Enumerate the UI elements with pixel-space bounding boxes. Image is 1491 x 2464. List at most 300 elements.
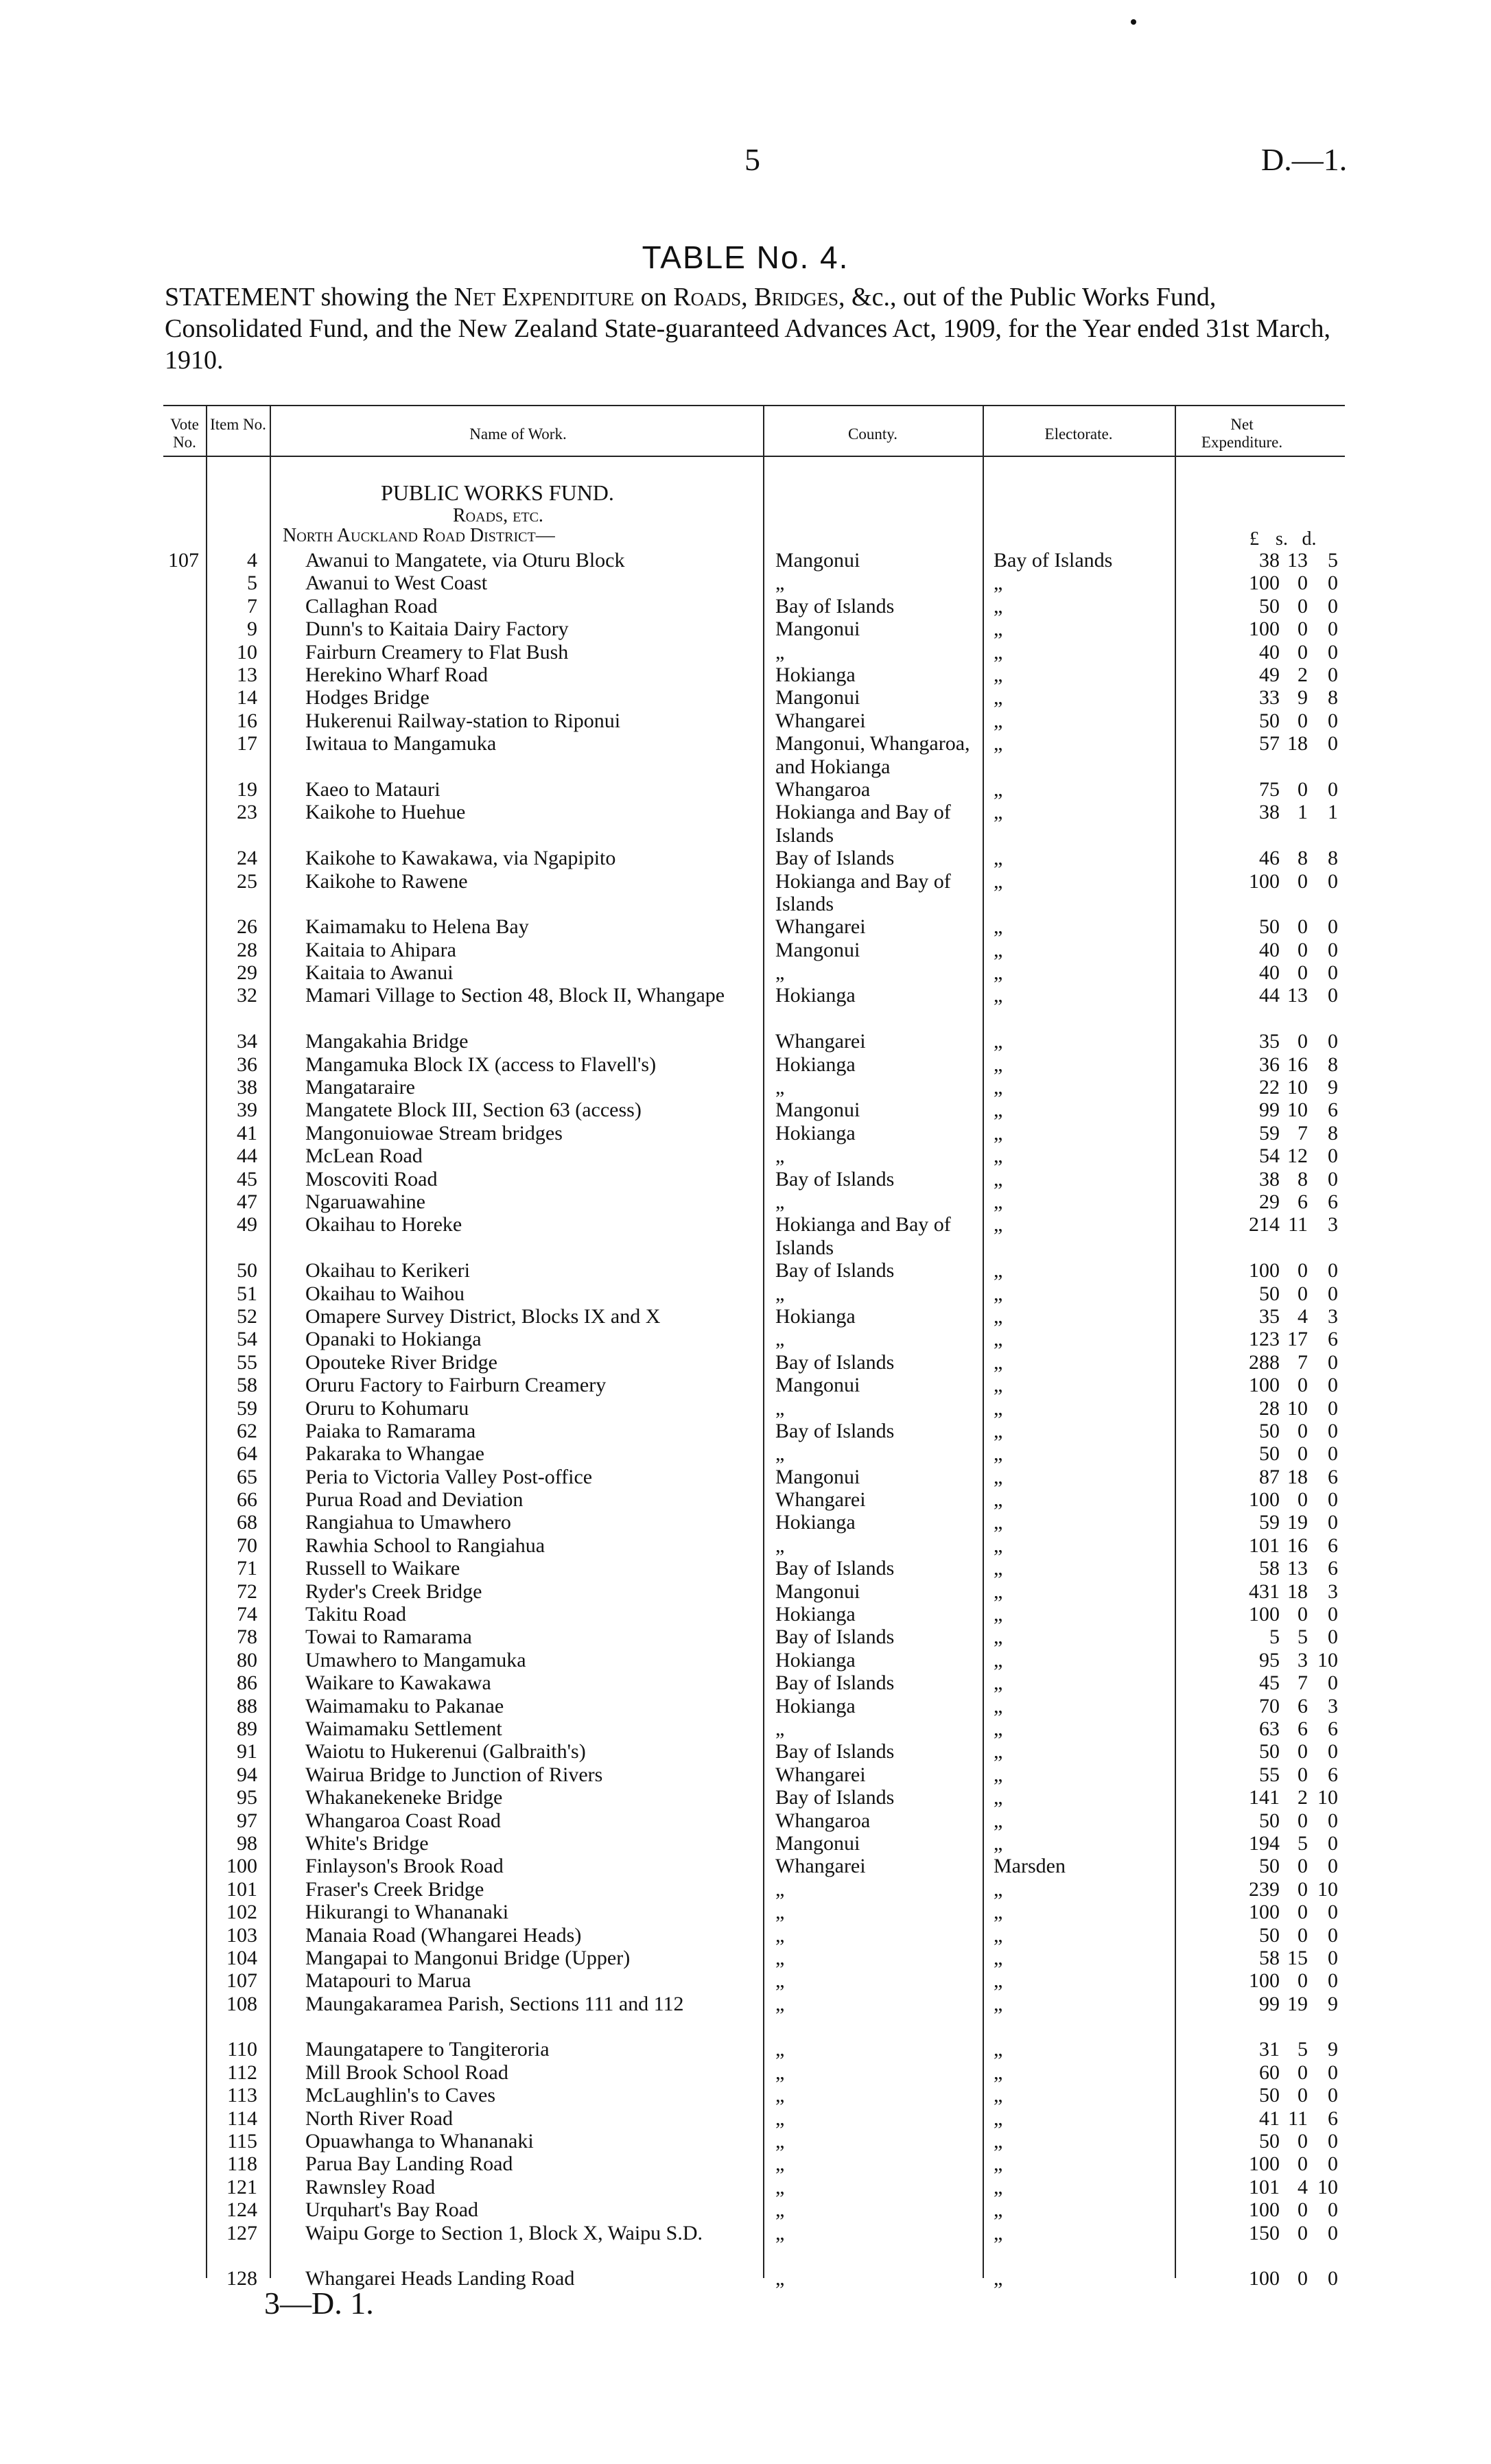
electorate: „ [994, 640, 1003, 664]
column-header-electorate: Electorate. [1044, 425, 1113, 443]
expenditure-shillings: 5 [1298, 1626, 1308, 1649]
item-number: 113 [227, 2084, 257, 2107]
item-number: 127 [226, 2221, 257, 2244]
table-row [0, 664, 1491, 686]
electorate: „ [994, 915, 1003, 939]
table-row [0, 572, 1491, 594]
expenditure-pence: 0 [1328, 1350, 1338, 1374]
work-name: McLaughlin's to Caves [305, 2084, 496, 2107]
item-number: 24 [237, 847, 257, 870]
county: Mangonui [775, 1374, 860, 1397]
table-row [0, 1649, 1491, 1671]
expenditure-shillings: 16 [1287, 1053, 1308, 1076]
electorate: „ [994, 1557, 1003, 1580]
expenditure-pounds: 100 [1249, 1901, 1280, 1924]
county: Hokianga [775, 1648, 856, 1671]
expenditure-pounds: 31 [1259, 2038, 1280, 2061]
item-number: 102 [226, 1901, 257, 1924]
electorate: „ [994, 1213, 1003, 1236]
work-name: Whangaroa Coast Road [305, 1809, 501, 1832]
expenditure-pence: 5 [1328, 549, 1338, 572]
electorate: „ [994, 686, 1003, 709]
item-number: 26 [237, 915, 257, 939]
county: Bay of Islands [775, 847, 895, 870]
electorate: „ [994, 709, 1003, 732]
work-name: Paiaka to Ramarama [305, 1419, 476, 1442]
expenditure-pounds: 50 [1259, 915, 1280, 939]
expenditure-pounds: 100 [1249, 2152, 1280, 2176]
expenditure-pounds: 50 [1259, 1923, 1280, 1947]
item-number: 29 [237, 961, 257, 985]
table-row [0, 1717, 1491, 1740]
electorate: „ [994, 801, 1003, 824]
expenditure-pounds: 58 [1259, 1557, 1280, 1580]
expenditure-pence: 0 [1328, 732, 1338, 755]
pounds-symbol: £ [1249, 528, 1259, 550]
table-row [0, 1466, 1491, 1488]
county: „ [775, 2267, 785, 2290]
item-number: 64 [237, 1442, 257, 1466]
county: „ [775, 2152, 785, 2176]
expenditure-pence: 6 [1328, 1534, 1338, 1557]
expenditure-shillings: 11 [1288, 1213, 1308, 1236]
statement-caption [165, 281, 1359, 376]
expenditure-pence: 9 [1328, 1076, 1338, 1099]
item-number: 16 [237, 709, 257, 732]
electorate: „ [994, 1603, 1003, 1626]
item-number: 7 [247, 594, 257, 618]
work-name: Takitu Road [305, 1603, 407, 1626]
expenditure-pounds: 50 [1259, 594, 1280, 618]
item-number: 51 [237, 1282, 257, 1305]
expenditure-pounds: 40 [1259, 961, 1280, 985]
expenditure-pounds: 87 [1259, 1465, 1280, 1488]
electorate: „ [994, 663, 1003, 686]
expenditure-shillings: 0 [1298, 709, 1308, 732]
expenditure-pence: 0 [1328, 640, 1338, 664]
work-name: Peria to Victoria Valley Post-office [305, 1465, 593, 1488]
expenditure-shillings: 0 [1298, 2061, 1308, 2084]
electorate: „ [994, 1809, 1003, 1832]
printer-mark [1131, 19, 1136, 25]
expenditure-pence: 10 [1317, 1786, 1338, 1809]
electorate: „ [994, 2198, 1003, 2222]
electorate: „ [994, 594, 1003, 618]
county: Bay of Islands [775, 1350, 895, 1374]
electorate: „ [994, 869, 1003, 893]
work-name: North River Road [305, 2107, 453, 2130]
work-name: Moscoviti Road [305, 1167, 438, 1190]
electorate: „ [994, 2038, 1003, 2061]
work-name: Rawnsley Road [305, 2175, 436, 2198]
table-row [0, 641, 1491, 664]
table-row [0, 1947, 1491, 1969]
county: „ [775, 1946, 785, 1969]
expenditure-pence: 6 [1328, 1557, 1338, 1580]
electorate: „ [994, 2107, 1003, 2130]
expenditure-shillings: 13 [1287, 549, 1308, 572]
expenditure-pounds: 38 [1259, 1167, 1280, 1190]
expenditure-pence: 0 [1328, 1901, 1338, 1924]
county: Bay of Islands [775, 1557, 895, 1580]
table-row [0, 2222, 1491, 2268]
expenditure-shillings: 0 [1298, 1969, 1308, 1993]
expenditure-pounds: 50 [1259, 1419, 1280, 1442]
electorate: „ [994, 1328, 1003, 1351]
expenditure-pounds: 38 [1259, 801, 1280, 824]
expenditure-shillings: 0 [1298, 618, 1308, 641]
county: „ [775, 2061, 785, 2084]
expenditure-pounds: 55 [1259, 1763, 1280, 1786]
shillings-symbol: s. [1276, 528, 1288, 550]
expenditure-pounds: 288 [1249, 1350, 1280, 1374]
column-header-county: County. [848, 425, 897, 443]
table-row [0, 1924, 1491, 1947]
electorate: „ [994, 2130, 1003, 2153]
expenditure-pounds: 57 [1259, 732, 1280, 755]
item-number: 118 [227, 2152, 257, 2176]
expenditure-pounds: 100 [1249, 869, 1280, 893]
table-row [0, 939, 1491, 961]
expenditure-pence: 0 [1328, 1396, 1338, 1420]
item-number: 101 [226, 1877, 257, 1901]
item-number: 107 [226, 1969, 257, 1993]
county: Hokianga [775, 1053, 856, 1076]
expenditure-shillings: 0 [1298, 2198, 1308, 2222]
expenditure-pence: 0 [1328, 1626, 1338, 1649]
expenditure-pounds: 41 [1259, 2107, 1280, 2130]
work-name: Kaitaia to Awanui [305, 961, 454, 985]
electorate: „ [994, 961, 1003, 985]
expenditure-pence: 0 [1328, 2061, 1338, 2084]
county: Hokianga [775, 1304, 856, 1328]
expenditure-shillings: 2 [1298, 663, 1308, 686]
county: Hokianga [775, 1121, 856, 1145]
expenditure-shillings: 11 [1288, 2107, 1308, 2130]
work-name: Awanui to West Coast [305, 572, 488, 595]
expenditure-pounds: 59 [1259, 1121, 1280, 1145]
county: Bay of Islands [775, 1786, 895, 1809]
expenditure-shillings: 0 [1298, 915, 1308, 939]
work-name: Awanui to Mangatete, via Oturu Block [305, 549, 625, 572]
expenditure-pence: 3 [1328, 1694, 1338, 1717]
county: „ [775, 1328, 785, 1351]
item-number: 100 [226, 1855, 257, 1878]
expenditure-shillings: 0 [1298, 2084, 1308, 2107]
table-row [0, 961, 1491, 984]
county: „ [775, 1534, 785, 1557]
item-number: 94 [237, 1763, 257, 1786]
expenditure-pence: 0 [1328, 663, 1338, 686]
table-row [0, 847, 1491, 869]
expenditure-shillings: 13 [1287, 1557, 1308, 1580]
electorate: „ [994, 1350, 1003, 1374]
county: Mangonui [775, 618, 860, 641]
work-name: Whakanekeneke Bridge [305, 1786, 503, 1809]
work-name: Manaia Road (Whangarei Heads) [305, 1923, 582, 1947]
expenditure-shillings: 0 [1298, 961, 1308, 985]
expenditure-pence: 0 [1328, 1145, 1338, 1168]
item-number: 78 [237, 1626, 257, 1649]
electorate: „ [994, 1877, 1003, 1901]
table-row [0, 1580, 1491, 1603]
expenditure-pence: 0 [1328, 1855, 1338, 1878]
item-number: 49 [237, 1213, 257, 1236]
table-row [0, 2198, 1491, 2221]
expenditure-pence: 0 [1328, 1488, 1338, 1512]
expenditure-pence: 0 [1328, 961, 1338, 985]
expenditure-pounds: 22 [1259, 1076, 1280, 1099]
table-row [0, 595, 1491, 618]
work-name: Kaeo to Matauri [305, 777, 441, 801]
expenditure-pence: 9 [1328, 1992, 1338, 2015]
table-header-rule [163, 456, 1345, 457]
work-name: Umawhero to Mangamuka [305, 1648, 526, 1671]
item-number: 32 [237, 984, 257, 1007]
electorate: „ [994, 1190, 1003, 1213]
table-row [0, 984, 1491, 1030]
expenditure-pounds: 100 [1249, 1374, 1280, 1397]
work-name: Mangakahia Bridge [305, 1030, 469, 1053]
work-name: Urquhart's Bay Road [305, 2198, 479, 2222]
expenditure-pounds: 100 [1249, 618, 1280, 641]
table-row [0, 2061, 1491, 2084]
table-row [0, 1557, 1491, 1580]
expenditure-shillings: 0 [1298, 869, 1308, 893]
county: Hokianga and Bay of Islands [775, 1213, 951, 1259]
expenditure-shillings: 10 [1287, 1076, 1308, 1099]
table-row [0, 1901, 1491, 1923]
county: Bay of Islands [775, 1671, 895, 1695]
item-number: 4 [247, 549, 257, 572]
table-row [0, 801, 1491, 847]
expenditure-shillings: 8 [1298, 1167, 1308, 1190]
expenditure-pence: 1 [1328, 801, 1338, 824]
column-header-net-expenditure: Net Expenditure. [1201, 416, 1283, 451]
expenditure-pence: 0 [1328, 618, 1338, 641]
expenditure-pence: 6 [1328, 1099, 1338, 1122]
electorate: „ [994, 938, 1003, 961]
expenditure-pounds: 50 [1259, 1740, 1280, 1763]
electorate: „ [994, 1580, 1003, 1603]
county: Whangarei [775, 915, 866, 939]
work-name: Waimamaku to Pakanae [305, 1694, 504, 1717]
electorate: „ [994, 1167, 1003, 1190]
electorate: Marsden [994, 1855, 1066, 1878]
work-name: Hukerenui Railway-station to Riponui [305, 709, 621, 732]
statement-lead: STATEMENT [165, 283, 314, 312]
expenditure-pounds: 70 [1259, 1694, 1280, 1717]
county: Mangonui [775, 1580, 860, 1603]
expenditure-shillings: 0 [1298, 777, 1308, 801]
vote-number: 107 [168, 549, 199, 572]
table-row [0, 1168, 1491, 1190]
expenditure-pence: 3 [1328, 1213, 1338, 1236]
expenditure-shillings: 18 [1287, 732, 1308, 755]
expenditure-shillings: 10 [1287, 1396, 1308, 1420]
expenditure-pounds: 100 [1249, 2267, 1280, 2290]
county: „ [775, 1901, 785, 1924]
expenditure-shillings: 0 [1298, 1901, 1308, 1924]
table-row [0, 1511, 1491, 1534]
electorate: „ [994, 1121, 1003, 1145]
expenditure-pounds: 100 [1249, 572, 1280, 595]
county: Bay of Islands [775, 1419, 895, 1442]
item-number: 65 [237, 1465, 257, 1488]
table-row [0, 1397, 1491, 1420]
electorate: „ [994, 1969, 1003, 1993]
electorate: „ [994, 1374, 1003, 1397]
table-row [0, 1603, 1491, 1626]
item-number: 112 [227, 2061, 257, 2084]
expenditure-pence: 0 [1328, 938, 1338, 961]
work-name: Iwitaua to Mangamuka [305, 732, 497, 755]
expenditure-shillings: 8 [1298, 847, 1308, 870]
county: „ [775, 640, 785, 664]
work-name: Waikare to Kawakawa [305, 1671, 491, 1695]
expenditure-shillings: 0 [1298, 938, 1308, 961]
electorate: „ [994, 777, 1003, 801]
work-name: Hodges Bridge [305, 686, 430, 709]
expenditure-pounds: 36 [1259, 1053, 1280, 1076]
table-row [0, 1328, 1491, 1350]
expenditure-pence: 0 [1328, 1946, 1338, 1969]
work-name: Purua Road and Deviation [305, 1488, 524, 1512]
county: „ [775, 2084, 785, 2107]
county: Hokianga [775, 984, 856, 1007]
expenditure-pounds: 431 [1249, 1580, 1280, 1603]
work-name: Kaitaia to Ahipara [305, 938, 456, 961]
county: „ [775, 1923, 785, 1947]
county: Mangonui [775, 1099, 860, 1122]
item-number: 124 [226, 2198, 257, 2222]
expenditure-pence: 6 [1328, 1328, 1338, 1351]
expenditure-pence: 0 [1328, 594, 1338, 618]
electorate: „ [994, 1396, 1003, 1420]
county: „ [775, 1992, 785, 2015]
county: Mangonui [775, 549, 860, 572]
table-row [0, 1671, 1491, 1694]
item-number: 58 [237, 1374, 257, 1397]
work-name: Whangarei Heads Landing Road [305, 2267, 575, 2290]
electorate: „ [994, 618, 1003, 641]
table-row [0, 1969, 1491, 1992]
work-name: Opuawhanga to Whananaki [305, 2130, 534, 2153]
work-name: Mangapai to Mangonui Bridge (Upper) [305, 1946, 631, 1969]
expenditure-shillings: 0 [1298, 1259, 1308, 1282]
table-row [0, 2130, 1491, 2152]
expenditure-pounds: 101 [1249, 2175, 1280, 2198]
item-number: 13 [237, 663, 257, 686]
expenditure-pounds: 141 [1249, 1786, 1280, 1809]
pence-symbol: d. [1302, 528, 1317, 550]
county: „ [775, 2221, 785, 2244]
district-heading: North Auckland Road District— [283, 525, 555, 546]
expenditure-shillings: 13 [1287, 984, 1308, 1007]
item-number: 52 [237, 1304, 257, 1328]
item-number: 91 [237, 1740, 257, 1763]
item-number: 19 [237, 777, 257, 801]
electorate: „ [994, 1763, 1003, 1786]
item-number: 115 [227, 2130, 257, 2153]
county: Hokianga [775, 663, 856, 686]
item-number: 9 [247, 618, 257, 641]
expenditure-pence: 0 [1328, 2130, 1338, 2153]
expenditure-pence: 6 [1328, 1190, 1338, 1213]
expenditure-shillings: 0 [1298, 1030, 1308, 1053]
expenditure-shillings: 0 [1298, 594, 1308, 618]
county: Whangarei [775, 1488, 866, 1512]
item-number: 103 [226, 1923, 257, 1947]
item-number: 23 [237, 801, 257, 824]
expenditure-pounds: 38 [1259, 549, 1280, 572]
work-name: Opanaki to Hokianga [305, 1328, 482, 1351]
work-name: Mangonuiowae Stream bridges [305, 1121, 563, 1145]
electorate: „ [994, 1786, 1003, 1809]
table-row [0, 1420, 1491, 1442]
electorate: „ [994, 1259, 1003, 1282]
expenditure-pounds: 214 [1249, 1213, 1280, 1236]
statement-text-3: , &c., out of the Public Works Fund, Consolidated Fund, and the New Zealand State-guaranteed Advances Act, 1909, for the Year ended 31st March, 1910. [165, 283, 1330, 375]
expenditure-shillings: 0 [1298, 1419, 1308, 1442]
column-header-vote: Vote No. [170, 416, 199, 451]
county: Bay of Islands [775, 1167, 895, 1190]
work-name: Waiotu to Hukerenui (Galbraith's) [305, 1740, 586, 1763]
table-row [0, 709, 1491, 732]
item-number: 110 [227, 2038, 257, 2061]
expenditure-pence: 0 [1328, 2221, 1338, 2244]
county: Hokianga and Bay of Islands [775, 801, 951, 847]
expenditure-shillings: 0 [1298, 640, 1308, 664]
item-number: 89 [237, 1717, 257, 1740]
column-header-name: Name of Work. [469, 425, 567, 443]
table-row [0, 1855, 1491, 1877]
expenditure-shillings: 19 [1287, 1511, 1308, 1534]
county: „ [775, 1145, 785, 1168]
county: Mangonui [775, 686, 860, 709]
work-name: Mamari Village to Section 48, Block II, Whangape [305, 984, 725, 1007]
expenditure-shillings: 4 [1298, 1304, 1308, 1328]
county: Bay of Islands [775, 1259, 895, 1282]
expenditure-pounds: 100 [1249, 1603, 1280, 1626]
expenditure-pence: 10 [1317, 2175, 1338, 2198]
expenditure-pounds: 100 [1249, 2198, 1280, 2222]
table-row [0, 1190, 1491, 1213]
item-number: 25 [237, 869, 257, 893]
expenditure-pence: 8 [1328, 847, 1338, 870]
item-number: 50 [237, 1259, 257, 1282]
county: Mangonui [775, 1831, 860, 1855]
expenditure-shillings: 16 [1287, 1534, 1308, 1557]
expenditure-pence: 0 [1328, 1831, 1338, 1855]
item-number: 74 [237, 1603, 257, 1626]
expenditure-pence: 0 [1328, 1167, 1338, 1190]
work-name: Kaikohe to Kawakawa, via Ngapipito [305, 847, 616, 870]
expenditure-pounds: 44 [1259, 984, 1280, 1007]
work-name: McLean Road [305, 1145, 423, 1168]
expenditure-pence: 10 [1317, 1648, 1338, 1671]
expenditure-pounds: 95 [1259, 1648, 1280, 1671]
expenditure-pence: 3 [1328, 1580, 1338, 1603]
expenditure-pounds: 29 [1259, 1190, 1280, 1213]
expenditure-pence: 0 [1328, 1969, 1338, 1993]
electorate: „ [994, 1465, 1003, 1488]
expenditure-shillings: 0 [1298, 2130, 1308, 2153]
expenditure-pence: 0 [1328, 2152, 1338, 2176]
expenditure-shillings: 18 [1287, 1465, 1308, 1488]
item-number: 114 [227, 2107, 257, 2130]
table-row [0, 549, 1491, 572]
